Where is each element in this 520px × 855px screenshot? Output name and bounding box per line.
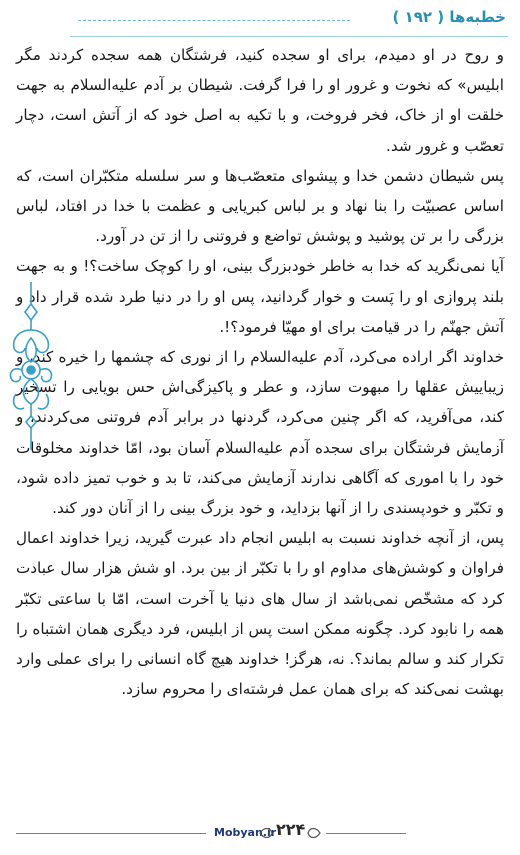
header-decorative-line <box>78 20 350 21</box>
paragraph-2: پس شیطان دشمن خدا و پیشوای متعصّب‌ها و سر سلسله متکبّران است، که اساس عصبیّت را بنا نهاد و بر لباس کبریایی و عظمت با خدا در افتاد، لباس بزرگی را بر تن پوشید و پوشش تواضع و فروتنی را از تن در آورد. <box>16 166 504 246</box>
paragraph-5: پس، از آنچه خداوند نسبت به ابلیس انجام داد عبرت گیرید، زیرا خداوند اعمال فراوان و کوشش‌های مداوم او را با تکبّر از بین برد. او شش هزار سال عبادت کرد که مشخّص نمی‌باشد از سال های دنیا یا آخرت است، امّا با ساعتی تکبّر همه را نابود کرد. چگونه ممکن است پس از ابلیس، فرد دیگری همان اشتباه را تکرار کند و سالم بماند؟. نه، هرگز! خداوند هیچ گاه انسانی را برای عملی وارد بهشت نمی‌کند که برای همان عمل فرشته‌ای را محروم سازد. <box>15 529 504 699</box>
chapter-title: خطبه‌ها ( ۱۹۲ ) <box>392 8 506 26</box>
paragraph-4: خداوند اگر اراده می‌کرد، آدم علیه‌السلام را از نوری که چشمها را خیره کند، و زیباییش عقلها را مبهوت سازد، و عطر و پاکیزگی‌اش حس بویایی را تسخیر کند، می‌آفرید، که اگر چنین می‌کرد، گردنها در برابر آدم فروتنی می‌کردند، و آزمایش فرشتگان برای سجده آدم علیه‌السلام آسان بود، امّا خداوند مخلوقات خود را با اموری که آگاهی ندارند آزمایش می‌کند، تا بد و خوب تمیز داده شود، و تکبّر و خودپسندی را از آنها بزداید، و خود بزرگ بینی را از آنان دور کند. <box>16 348 504 518</box>
page-header <box>0 0 520 40</box>
paragraph-1: و روح در او دمیدم، برای او سجده کنید، فرشتگان همه سجده کردند مگر ابلیس» که نخوت و غرور او را فرا گرفت. شیطان بر آدم علیه‌السلام به جهت خلقت او از خاک، فخر فروخت، و با تکیه به اصل خود که از آتش است، دچار تعصّب و غرور شد. <box>16 46 504 155</box>
header-rule <box>70 36 508 37</box>
footer-rule-left <box>16 833 206 834</box>
page-number: ۲۲۴ <box>276 820 306 839</box>
margin-ornament-icon <box>6 282 56 450</box>
paragraph-3: آیا نمی‌نگرید که خدا به خاطر خودبزرگ بینی، او را کوچک ساخت؟! و به جهت بلند پروازی او را پَست و خوار گردانید، پس او را در دنیا طرد شده قرار داد و آتش جهنّم را در قیامت برای او مهیّا فرمود؟!. <box>16 257 504 336</box>
footer-ornament-right-icon <box>306 826 322 840</box>
page-footer <box>0 812 520 852</box>
body-text <box>16 40 504 704</box>
site-label: Mobyan.ir <box>214 826 277 839</box>
footer-ornament-left-icon <box>258 826 274 840</box>
footer-rule-right <box>326 833 406 834</box>
